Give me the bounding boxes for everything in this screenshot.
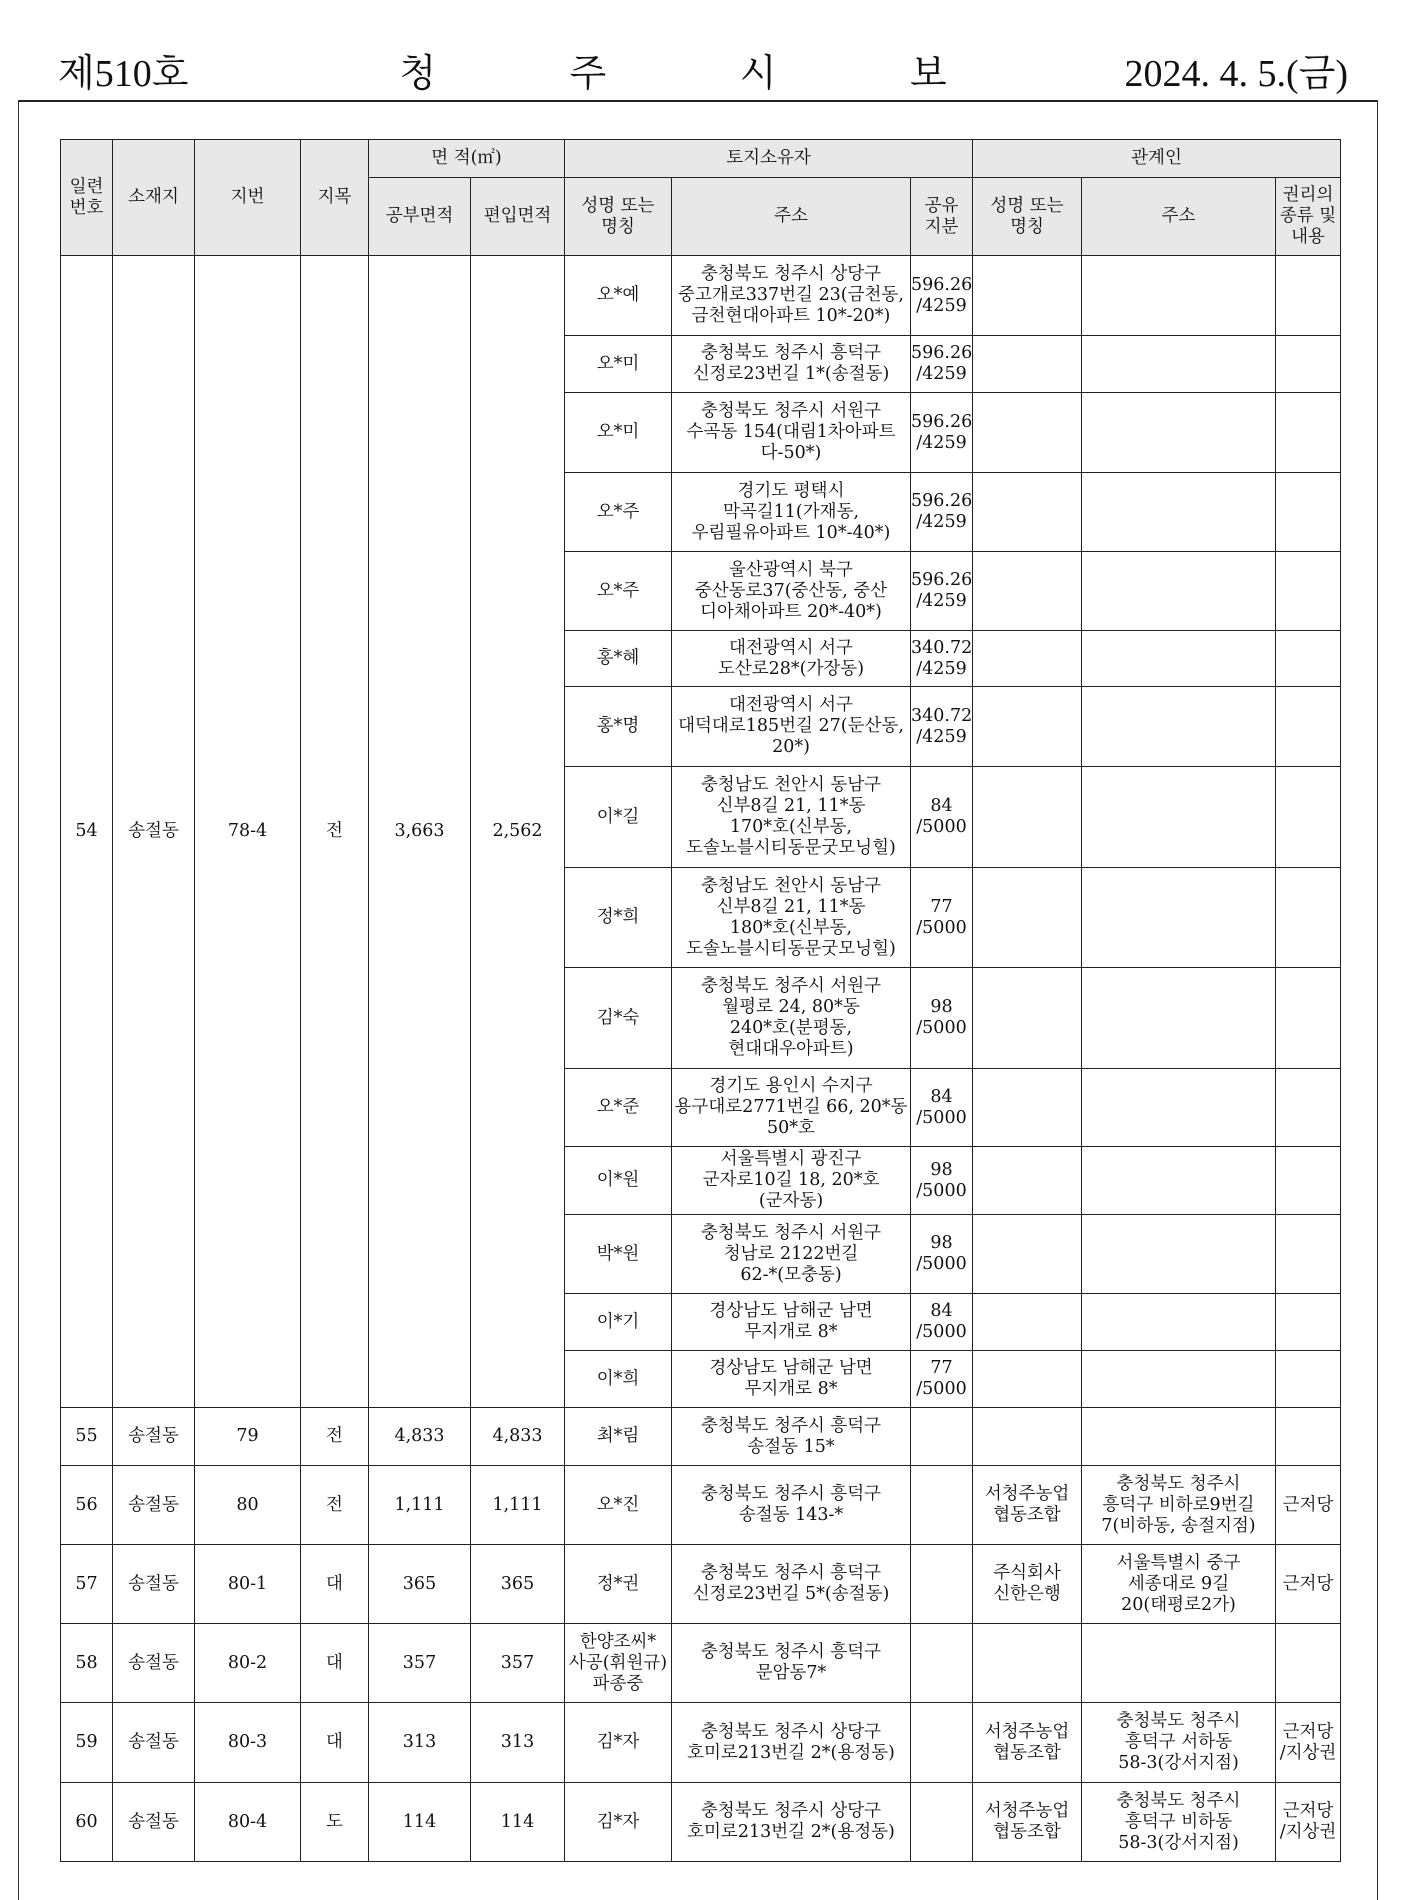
area-included-cell: 2,562 bbox=[471, 256, 565, 1408]
related-address-cell bbox=[1082, 968, 1276, 1069]
related-right-cell bbox=[1276, 1408, 1341, 1466]
related-right-cell bbox=[1276, 1351, 1341, 1408]
owner-name-cell: 오*주 bbox=[565, 552, 672, 631]
col-rel-addr: 주소 bbox=[1082, 178, 1276, 256]
lot-cell: 80-3 bbox=[195, 1703, 301, 1783]
related-address-cell bbox=[1082, 1624, 1276, 1703]
owner-share-cell: 84 /5000 bbox=[911, 1294, 973, 1351]
related-right-cell bbox=[1276, 1069, 1341, 1147]
related-name-cell: 서청주농업 협동조합 bbox=[973, 1783, 1082, 1862]
related-right-cell bbox=[1276, 968, 1341, 1069]
related-name-cell bbox=[973, 336, 1082, 393]
owner-name-cell: 이*기 bbox=[565, 1294, 672, 1351]
owner-share-cell: 77 /5000 bbox=[911, 868, 973, 968]
related-name-cell bbox=[973, 868, 1082, 968]
owner-name-cell: 오*예 bbox=[565, 256, 672, 336]
lot-cell: 80 bbox=[195, 1466, 301, 1545]
col-area: 면 적(㎡) bbox=[369, 140, 565, 178]
related-address-cell bbox=[1082, 1069, 1276, 1147]
serial-cell: 54 bbox=[61, 256, 113, 1408]
related-right-cell: 근저당 /지상권 bbox=[1276, 1783, 1341, 1862]
owner-share-cell: 77 /5000 bbox=[911, 1351, 973, 1408]
area-official-cell: 357 bbox=[369, 1624, 471, 1703]
owner-name-cell: 정*권 bbox=[565, 1545, 672, 1624]
related-address-cell: 서울특별시 중구 세종대로 9길 20(태평로2가) bbox=[1082, 1545, 1276, 1624]
col-owner-addr: 주소 bbox=[672, 178, 911, 256]
table-row bbox=[61, 1783, 1341, 1862]
related-address-cell bbox=[1082, 631, 1276, 687]
owner-share-cell bbox=[911, 1783, 973, 1862]
owner-name-cell: 이*원 bbox=[565, 1147, 672, 1215]
area-included-cell: 114 bbox=[471, 1783, 565, 1862]
related-name-cell bbox=[973, 473, 1082, 552]
owner-share-cell bbox=[911, 1545, 973, 1624]
related-name-cell bbox=[973, 687, 1082, 767]
related-address-cell bbox=[1082, 868, 1276, 968]
related-right-cell: 근저당 bbox=[1276, 1545, 1341, 1624]
category-cell: 전 bbox=[301, 256, 369, 1408]
related-right-cell bbox=[1276, 1147, 1341, 1215]
serial-cell: 57 bbox=[61, 1545, 113, 1624]
area-included-cell: 1,111 bbox=[471, 1466, 565, 1545]
col-category: 지목 bbox=[301, 140, 369, 256]
owner-name-cell: 이*길 bbox=[565, 767, 672, 868]
area-official-cell: 1,111 bbox=[369, 1466, 471, 1545]
owner-share-cell bbox=[911, 1466, 973, 1545]
related-address-cell bbox=[1082, 767, 1276, 868]
area-official-cell: 114 bbox=[369, 1783, 471, 1862]
col-serial: 일련 번호 bbox=[61, 140, 113, 256]
owner-name-cell: 이*희 bbox=[565, 1351, 672, 1408]
related-address-cell bbox=[1082, 1408, 1276, 1466]
related-right-cell bbox=[1276, 767, 1341, 868]
related-name-cell bbox=[973, 1408, 1082, 1466]
owner-share-cell: 596.26 /4259 bbox=[911, 336, 973, 393]
owner-name-cell: 오*미 bbox=[565, 336, 672, 393]
owner-address-cell: 충청북도 청주시 상당구 호미로213번길 2*(용정동) bbox=[672, 1783, 911, 1862]
related-name-cell bbox=[973, 767, 1082, 868]
related-name-cell: 서청주농업 협동조합 bbox=[973, 1466, 1082, 1545]
serial-cell: 55 bbox=[61, 1408, 113, 1466]
owner-share-cell: 340.72 /4259 bbox=[911, 631, 973, 687]
location-cell: 송절동 bbox=[113, 1466, 195, 1545]
col-rel-right: 권리의 종류 및 내용 bbox=[1276, 178, 1341, 256]
owner-address-cell: 경기도 용인시 수지구 용구대로2771번길 66, 20*동 50*호 bbox=[672, 1069, 911, 1147]
owner-address-cell: 충청북도 청주시 서원구 수곡동 154(대림1차아파트 다-50*) bbox=[672, 393, 911, 473]
related-name-cell bbox=[973, 1215, 1082, 1294]
related-right-cell bbox=[1276, 393, 1341, 473]
location-cell: 송절동 bbox=[113, 1408, 195, 1466]
related-address-cell bbox=[1082, 1351, 1276, 1408]
owner-name-cell: 김*숙 bbox=[565, 968, 672, 1069]
area-official-cell: 3,663 bbox=[369, 256, 471, 1408]
related-address-cell: 충청북도 청주시 흥덕구 비하로9번길 7(비하동, 송절지점) bbox=[1082, 1466, 1276, 1545]
owner-address-cell: 충청남도 천안시 동남구 신부8길 21, 11*동 170*호(신부동, 도솔노블시티동문굿모닝힐) bbox=[672, 767, 911, 868]
location-cell: 송절동 bbox=[113, 1624, 195, 1703]
lot-cell: 80-2 bbox=[195, 1624, 301, 1703]
table-body bbox=[61, 256, 1341, 1862]
issue-date: 2024. 4. 5.(금) bbox=[1124, 53, 1348, 95]
owner-share-cell: 98 /5000 bbox=[911, 1215, 973, 1294]
related-right-cell bbox=[1276, 473, 1341, 552]
related-name-cell bbox=[973, 256, 1082, 336]
col-lot: 지번 bbox=[195, 140, 301, 256]
related-address-cell bbox=[1082, 552, 1276, 631]
area-included-cell: 357 bbox=[471, 1624, 565, 1703]
related-name-cell bbox=[973, 1624, 1082, 1703]
col-owner-name: 성명 또는 명칭 bbox=[565, 178, 672, 256]
related-name-cell bbox=[973, 1147, 1082, 1215]
owner-share-cell: 596.26 /4259 bbox=[911, 473, 973, 552]
related-address-cell: 충청북도 청주시 흥덕구 서하동 58-3(강서지점) bbox=[1082, 1703, 1276, 1783]
related-right-cell: 근저당 /지상권 bbox=[1276, 1703, 1341, 1783]
table-row bbox=[61, 1408, 1341, 1466]
owner-address-cell: 충청남도 천안시 동남구 신부8길 21, 11*동 180*호(신부동, 도솔노블시티동문굿모닝힐) bbox=[672, 868, 911, 968]
owner-address-cell: 충청북도 청주시 서원구 월평로 24, 80*동 240*호(분평동, 현대대우아파트) bbox=[672, 968, 911, 1069]
related-name-cell bbox=[973, 631, 1082, 687]
owner-address-cell: 충청북도 청주시 흥덕구 송절동 15* bbox=[672, 1408, 911, 1466]
owner-address-cell: 대전광역시 서구 대덕대로185번길 27(둔산동, 20*) bbox=[672, 687, 911, 767]
owner-address-cell: 충청북도 청주시 흥덕구 신정로23번길 1*(송절동) bbox=[672, 336, 911, 393]
serial-cell: 60 bbox=[61, 1783, 113, 1862]
related-address-cell bbox=[1082, 1215, 1276, 1294]
related-address-cell bbox=[1082, 393, 1276, 473]
col-related: 관계인 bbox=[973, 140, 1341, 178]
col-location: 소재지 bbox=[113, 140, 195, 256]
related-name-cell bbox=[973, 1294, 1082, 1351]
owner-name-cell: 한양조씨* 사공(휘원규) 파종중 bbox=[565, 1624, 672, 1703]
related-right-cell: 근저당 bbox=[1276, 1466, 1341, 1545]
location-cell: 송절동 bbox=[113, 1703, 195, 1783]
owner-share-cell bbox=[911, 1624, 973, 1703]
related-name-cell: 주식회사 신한은행 bbox=[973, 1545, 1082, 1624]
owner-address-cell: 서울특별시 광진구 군자로10길 18, 20*호(군자동) bbox=[672, 1147, 911, 1215]
owner-name-cell: 오*주 bbox=[565, 473, 672, 552]
table-row bbox=[61, 1466, 1341, 1545]
lot-cell: 78-4 bbox=[195, 256, 301, 1408]
col-rel-name: 성명 또는 명칭 bbox=[973, 178, 1082, 256]
owner-name-cell: 정*희 bbox=[565, 868, 672, 968]
gazette-title: 청 주 시 보 bbox=[399, 53, 1009, 95]
category-cell: 전 bbox=[301, 1408, 369, 1466]
owner-address-cell: 충청북도 청주시 서원구 청남로 2122번길 62-*(모충동) bbox=[672, 1215, 911, 1294]
owner-address-cell: 대전광역시 서구 도산로28*(가장동) bbox=[672, 631, 911, 687]
lot-cell: 80-1 bbox=[195, 1545, 301, 1624]
table-header bbox=[61, 140, 1341, 256]
owner-share-cell bbox=[911, 1703, 973, 1783]
col-area-included: 편입면적 bbox=[471, 178, 565, 256]
table-row bbox=[61, 1624, 1341, 1703]
related-name-cell: 서청주농업 협동조합 bbox=[973, 1703, 1082, 1783]
related-name-cell bbox=[973, 552, 1082, 631]
owner-address-cell: 충청북도 청주시 흥덕구 신정로23번길 5*(송절동) bbox=[672, 1545, 911, 1624]
area-official-cell: 4,833 bbox=[369, 1408, 471, 1466]
related-right-cell bbox=[1276, 256, 1341, 336]
owner-name-cell: 오*준 bbox=[565, 1069, 672, 1147]
related-right-cell bbox=[1276, 1624, 1341, 1703]
area-included-cell: 4,833 bbox=[471, 1408, 565, 1466]
owner-name-cell: 홍*혜 bbox=[565, 631, 672, 687]
related-right-cell bbox=[1276, 687, 1341, 767]
related-right-cell bbox=[1276, 552, 1341, 631]
owner-address-cell: 충청북도 청주시 상당구 중고개로337번길 23(금천동, 금천현대아파트 10*-20*) bbox=[672, 256, 911, 336]
category-cell: 대 bbox=[301, 1703, 369, 1783]
related-right-cell bbox=[1276, 1215, 1341, 1294]
related-address-cell bbox=[1082, 256, 1276, 336]
related-right-cell bbox=[1276, 1294, 1341, 1351]
related-right-cell bbox=[1276, 336, 1341, 393]
owner-address-cell: 충청북도 청주시 흥덕구 송절동 143-* bbox=[672, 1466, 911, 1545]
serial-cell: 59 bbox=[61, 1703, 113, 1783]
category-cell: 대 bbox=[301, 1624, 369, 1703]
owner-share-cell: 596.26 /4259 bbox=[911, 256, 973, 336]
owner-name-cell: 홍*명 bbox=[565, 687, 672, 767]
related-name-cell bbox=[973, 393, 1082, 473]
owner-name-cell: 김*자 bbox=[565, 1703, 672, 1783]
owner-name-cell: 오*미 bbox=[565, 393, 672, 473]
related-right-cell bbox=[1276, 868, 1341, 968]
table-row bbox=[61, 256, 1341, 336]
table-row bbox=[61, 1545, 1341, 1624]
col-owner-share: 공유 지분 bbox=[911, 178, 973, 256]
owner-name-cell: 오*진 bbox=[565, 1466, 672, 1545]
location-cell: 송절동 bbox=[113, 1545, 195, 1624]
owner-address-cell: 울산광역시 북구 중산동로37(중산동, 중산 디아채아파트 20*-40*) bbox=[672, 552, 911, 631]
land-table bbox=[60, 139, 1341, 1862]
related-address-cell bbox=[1082, 473, 1276, 552]
related-address-cell bbox=[1082, 1147, 1276, 1215]
area-included-cell: 365 bbox=[471, 1545, 565, 1624]
area-official-cell: 365 bbox=[369, 1545, 471, 1624]
serial-cell: 58 bbox=[61, 1624, 113, 1703]
owner-address-cell: 경상남도 남해군 남면 무지개로 8* bbox=[672, 1294, 911, 1351]
owner-address-cell: 경상남도 남해군 남면 무지개로 8* bbox=[672, 1351, 911, 1408]
owner-share-cell bbox=[911, 1408, 973, 1466]
owner-name-cell: 박*원 bbox=[565, 1215, 672, 1294]
area-included-cell: 313 bbox=[471, 1703, 565, 1783]
related-address-cell bbox=[1082, 336, 1276, 393]
related-name-cell bbox=[973, 1351, 1082, 1408]
owner-share-cell: 84 /5000 bbox=[911, 767, 973, 868]
related-name-cell bbox=[973, 968, 1082, 1069]
owner-address-cell: 충청북도 청주시 상당구 호미로213번길 2*(용정동) bbox=[672, 1703, 911, 1783]
location-cell: 송절동 bbox=[113, 256, 195, 1408]
table-row bbox=[61, 1703, 1341, 1783]
related-address-cell: 충청북도 청주시 흥덕구 비하동 58-3(강서지점) bbox=[1082, 1783, 1276, 1862]
related-right-cell bbox=[1276, 631, 1341, 687]
related-name-cell bbox=[973, 1069, 1082, 1147]
serial-cell: 56 bbox=[61, 1466, 113, 1545]
related-address-cell bbox=[1082, 687, 1276, 767]
owner-share-cell: 98 /5000 bbox=[911, 1147, 973, 1215]
owner-address-cell: 충청북도 청주시 흥덕구 문암동7* bbox=[672, 1624, 911, 1703]
owner-share-cell: 596.26 /4259 bbox=[911, 393, 973, 473]
category-cell: 도 bbox=[301, 1783, 369, 1862]
owner-name-cell: 김*자 bbox=[565, 1783, 672, 1862]
owner-share-cell: 98 /5000 bbox=[911, 968, 973, 1069]
col-owner: 토지소유자 bbox=[565, 140, 973, 178]
owner-share-cell: 84 /5000 bbox=[911, 1069, 973, 1147]
owner-share-cell: 596.26 /4259 bbox=[911, 552, 973, 631]
col-area-official: 공부면적 bbox=[369, 178, 471, 256]
related-address-cell bbox=[1082, 1294, 1276, 1351]
issue-number: 제510호 bbox=[58, 53, 189, 95]
lot-cell: 80-4 bbox=[195, 1783, 301, 1862]
lot-cell: 79 bbox=[195, 1408, 301, 1466]
owner-share-cell: 340.72 /4259 bbox=[911, 687, 973, 767]
owner-name-cell: 최*림 bbox=[565, 1408, 672, 1466]
area-official-cell: 313 bbox=[369, 1703, 471, 1783]
category-cell: 전 bbox=[301, 1466, 369, 1545]
category-cell: 대 bbox=[301, 1545, 369, 1624]
location-cell: 송절동 bbox=[113, 1783, 195, 1862]
owner-address-cell: 경기도 평택시 막곡길11(가재동, 우림필유아파트 10*-40*) bbox=[672, 473, 911, 552]
